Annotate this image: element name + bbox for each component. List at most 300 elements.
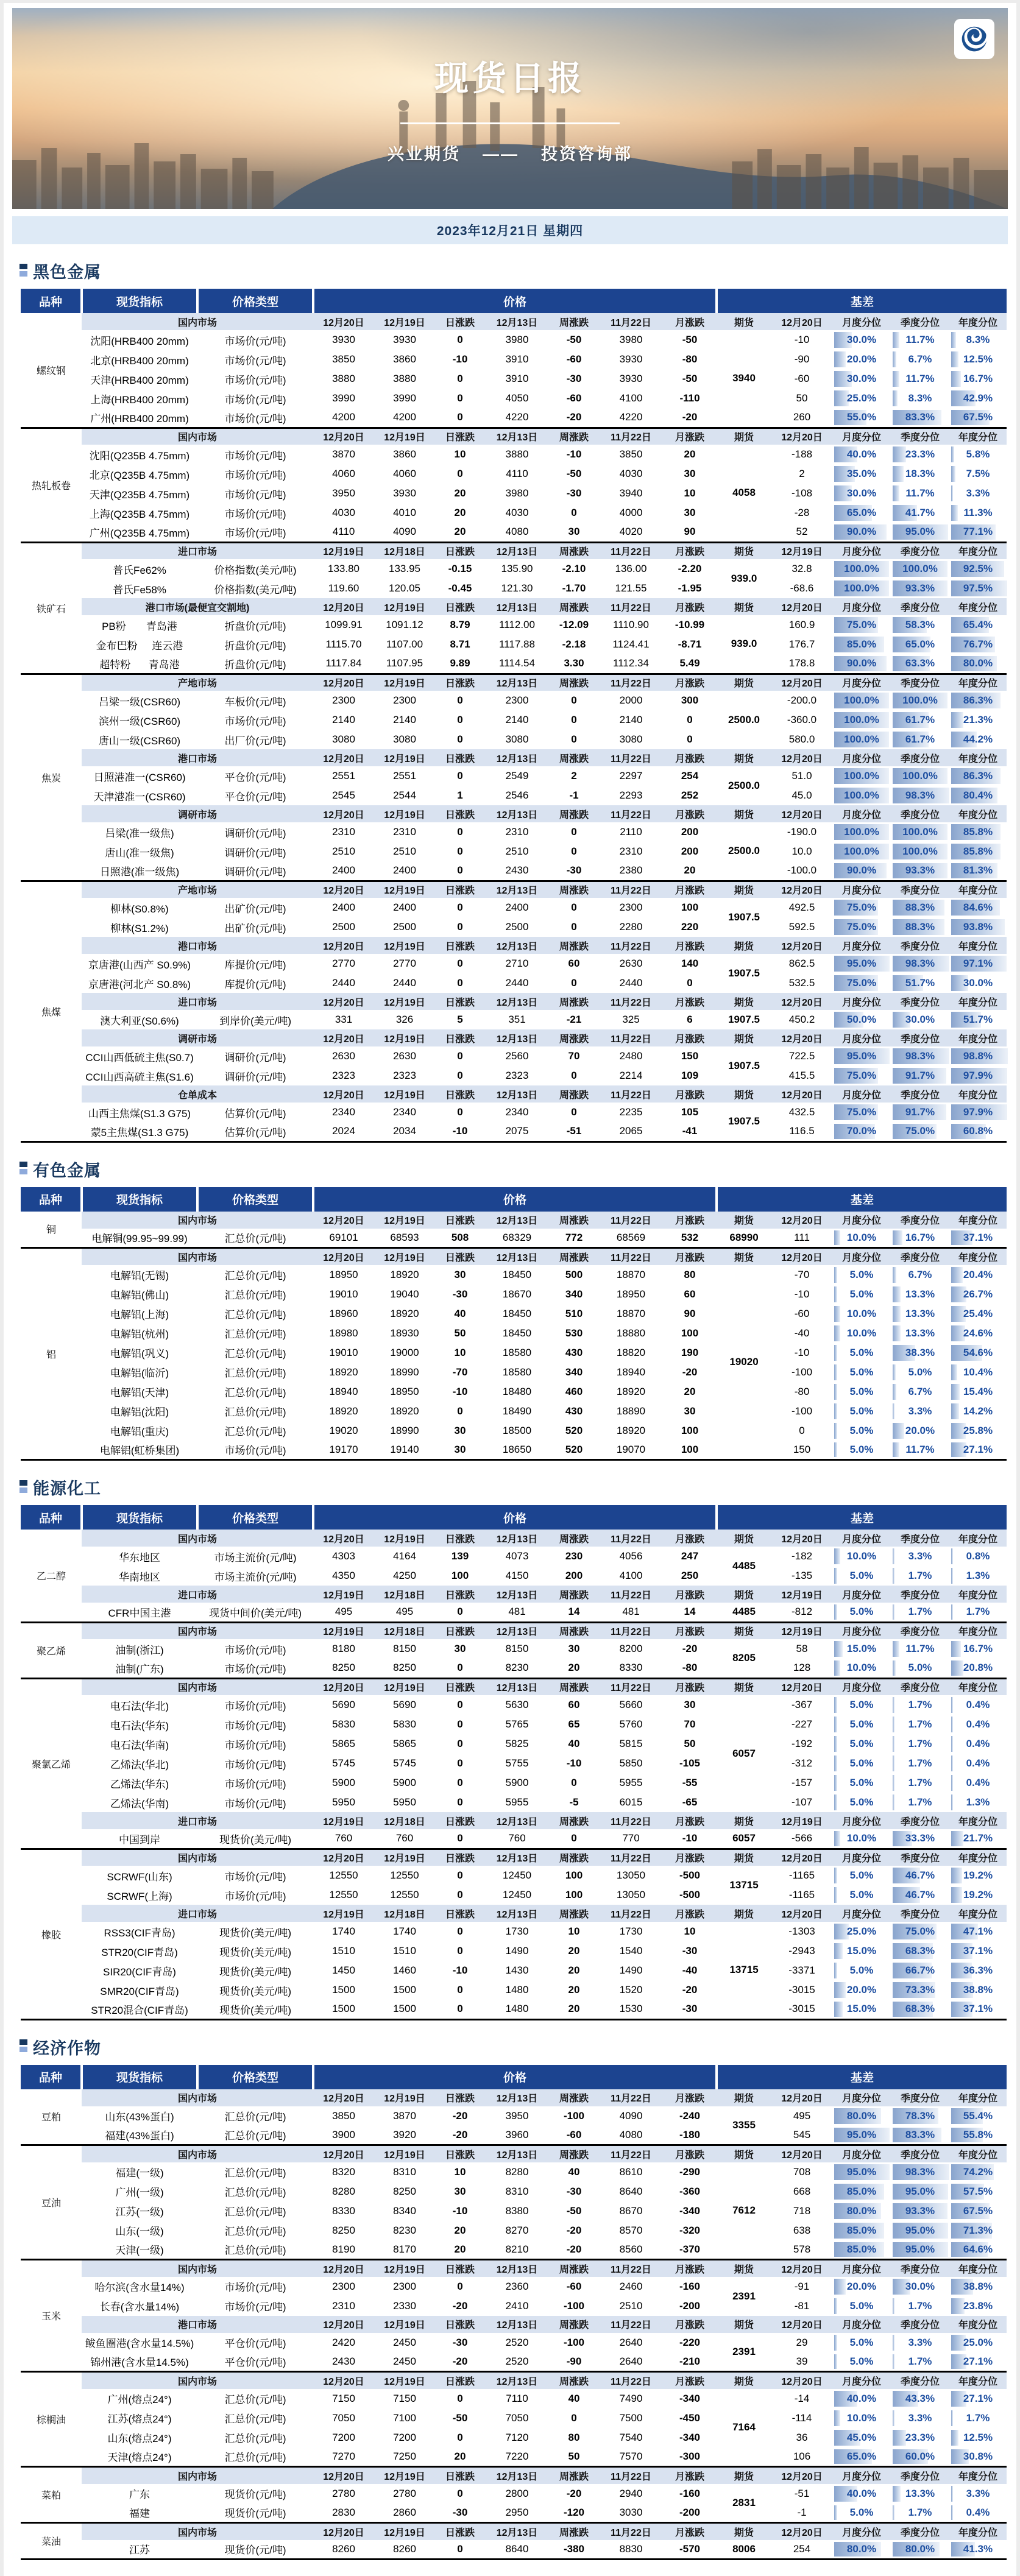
price-type-cell: 平仓价(元/吨) <box>197 786 313 805</box>
variety-cell: 螺纹钢 <box>21 313 82 428</box>
basis-cell: 722.5 <box>771 1046 832 1066</box>
basis-cell: -3371 <box>771 1961 832 1980</box>
futures-cell: 6057 <box>717 1829 771 1849</box>
price-cell: 2420 <box>313 2333 374 2352</box>
col-price: 价格 <box>313 289 717 313</box>
change-cell: 30 <box>549 1639 599 1659</box>
pct-year-header: 年度分位 <box>949 2316 1007 2333</box>
pct-month-header: 月度分位 <box>832 428 891 445</box>
basis-date-header: 12月20日 <box>771 1085 832 1103</box>
change-cell: 772 <box>549 1229 599 1248</box>
date-header: 月涨跌 <box>663 542 717 559</box>
price-cell: 1124.41 <box>599 635 663 654</box>
change-cell: -160 <box>663 2277 717 2296</box>
basis-cell: 32.8 <box>771 559 832 579</box>
table-row <box>21 822 1007 842</box>
col-basis: 基差 <box>717 289 1007 313</box>
price-cell: 4110 <box>313 523 374 542</box>
futures-header: 期货 <box>717 313 771 330</box>
table-row <box>21 691 1007 710</box>
date-header: 11月22日 <box>599 1905 663 1922</box>
percentile-bar <box>834 1548 840 1564</box>
change-cell: 430 <box>549 1402 599 1421</box>
price-cell: 18490 <box>485 1402 549 1421</box>
date-header: 12月19日 <box>374 805 435 822</box>
basis-cell: 638 <box>771 2221 832 2240</box>
percentile-cell: 61.7% <box>891 710 949 730</box>
price-cell: 4030 <box>599 464 663 484</box>
pct-year-header: 年度分位 <box>949 2260 1007 2277</box>
price-cell: 5865 <box>374 1734 435 1754</box>
change-cell: 247 <box>663 1547 717 1566</box>
percentile-cell: 5.0% <box>832 1793 891 1812</box>
price-cell: 7570 <box>599 2447 663 2467</box>
date-header: 周涨跌 <box>549 1678 599 1695</box>
date-header: 12月19日 <box>374 598 435 615</box>
date-header: 日涨跌 <box>435 1029 485 1046</box>
percentile-cell: 75.0% <box>832 1103 891 1122</box>
date-header: 12月13日 <box>485 1812 549 1829</box>
pct-quarter-header: 季度分位 <box>891 1622 949 1639</box>
price-cell: 4110 <box>485 464 549 484</box>
date-header: 11月22日 <box>599 2089 663 2106</box>
change-cell: 0 <box>435 1980 485 2000</box>
price-cell: 2440 <box>313 973 374 993</box>
percentile-cell: 75.0% <box>832 917 891 937</box>
change-cell: 0 <box>435 822 485 842</box>
price-cell: 12550 <box>313 1885 374 1905</box>
percentile-bar <box>834 1794 837 1810</box>
change-cell: 70 <box>663 1715 717 1734</box>
percentile-cell: 80.0% <box>832 2106 891 2126</box>
pct-year-header: 年度分位 <box>949 805 1007 822</box>
price-cell: 2140 <box>485 710 549 730</box>
percentile-cell: 15.0% <box>832 1639 891 1659</box>
percentile-cell: 81.3% <box>949 861 1007 881</box>
price-cell: 133.80 <box>313 559 374 579</box>
date-header: 12月19日 <box>374 1212 435 1229</box>
change-cell: 30 <box>663 503 717 523</box>
percentile-cell: 0.4% <box>949 1715 1007 1734</box>
price-cell: 12450 <box>485 1885 549 1905</box>
basis-cell: -100.0 <box>771 861 832 881</box>
change-cell: 0 <box>435 1659 485 1678</box>
indicator-cell: 超特粉 青岛港 <box>82 654 197 674</box>
change-cell: -10 <box>549 1754 599 1773</box>
price-type-cell: 平仓价(元/吨) <box>197 2352 313 2372</box>
date-header: 12月19日 <box>374 937 435 954</box>
percentile-cell: 30.0% <box>832 484 891 503</box>
price-type-cell: 市场价(元/吨) <box>197 1754 313 1773</box>
price-type-cell: 现货价(元/吨) <box>197 2484 313 2504</box>
price-type-cell: 市场价(元/吨) <box>197 369 313 389</box>
table-row <box>21 484 1007 503</box>
col-indicator: 现货指标 <box>82 2065 197 2089</box>
basis-cell: -107 <box>771 1793 832 1812</box>
price-type-cell: 估算价(元/吨) <box>197 1103 313 1122</box>
change-cell: 100 <box>663 1421 717 1441</box>
price-cell: 3920 <box>374 2126 435 2145</box>
futures-cell: 1907.5 <box>717 1010 771 1029</box>
percentile-bar <box>834 2335 837 2351</box>
pct-month-header: 月度分位 <box>832 1905 891 1922</box>
basis-date-header: 12月20日 <box>771 1212 832 1229</box>
percentile-cell: 19.2% <box>949 1866 1007 1885</box>
market-label: 国内市场 <box>82 1678 313 1695</box>
col-variety: 品种 <box>21 2065 82 2089</box>
date-header: 月涨跌 <box>663 749 717 766</box>
futures-header: 期货 <box>717 1812 771 1829</box>
pct-month-header: 月度分位 <box>832 1678 891 1695</box>
percentile-cell: 93.3% <box>891 579 949 598</box>
market-label: 国内市场 <box>82 428 313 445</box>
price-type-cell: 汇总价(元/吨) <box>197 2106 313 2126</box>
price-type-cell: 估算价(元/吨) <box>197 1122 313 1142</box>
basis-cell: 578 <box>771 2240 832 2260</box>
basis-cell: -192 <box>771 1734 832 1754</box>
variety-cell: 菜油 <box>21 2523 82 2560</box>
pct-quarter-header: 季度分位 <box>891 313 949 330</box>
change-cell: 30 <box>435 1265 485 1285</box>
date-header: 12月19日 <box>374 428 435 445</box>
change-cell: 0 <box>435 2000 485 2019</box>
date-header: 12月20日 <box>313 313 374 330</box>
price-type-cell: 折盘价(元/吨) <box>197 635 313 654</box>
price-cell: 8150 <box>485 1639 549 1659</box>
percentile-cell: 55.4% <box>949 2106 1007 2126</box>
price-cell: 2340 <box>374 1103 435 1122</box>
pct-quarter-header: 季度分位 <box>891 1905 949 1922</box>
price-cell: 1520 <box>599 1980 663 2000</box>
basis-cell: -135 <box>771 1566 832 1586</box>
percentile-cell: 100.0% <box>832 766 891 786</box>
change-cell: 0 <box>435 861 485 881</box>
indicator-cell: 中国到岸 <box>82 1829 197 1849</box>
percentile-bar <box>951 1568 953 1584</box>
percentile-bar <box>893 2505 894 2521</box>
percentile-bar <box>951 2486 953 2502</box>
price-cell: 5900 <box>485 1773 549 1793</box>
change-cell: -20 <box>663 1363 717 1382</box>
percentile-cell: 58.3% <box>891 615 949 635</box>
change-cell: -90 <box>549 2352 599 2372</box>
price-cell: 2323 <box>485 1066 549 1085</box>
indicator-cell: PB粉 青岛港 <box>82 615 197 635</box>
table-row <box>21 1754 1007 1773</box>
indicator-cell: 福建(43%蛋白) <box>82 2126 197 2145</box>
price-type-cell: 汇总价(元/吨) <box>197 1304 313 1324</box>
change-cell: -30 <box>663 1941 717 1961</box>
price-type-cell: 调研价(元/吨) <box>197 1066 313 1085</box>
price-cell: 2480 <box>599 1046 663 1066</box>
price-cell: 12550 <box>374 1885 435 1905</box>
percentile-bar <box>834 1943 843 1959</box>
variety-cell: 玉米 <box>21 2260 82 2372</box>
price-cell: 770 <box>599 1829 663 1849</box>
price-cell: 120.05 <box>374 579 435 598</box>
indicator-cell: 福建 <box>82 2504 197 2523</box>
indicator-cell: 日照港(准一级焦) <box>82 861 197 881</box>
table-row <box>21 730 1007 749</box>
basis-date-header: 12月20日 <box>771 1905 832 1922</box>
basis-cell: 178.8 <box>771 654 832 674</box>
change-cell: 10 <box>435 2162 485 2182</box>
price-cell: 760 <box>313 1829 374 1849</box>
futures-cell: 2500.0 <box>717 691 771 749</box>
date-header: 月涨跌 <box>663 1029 717 1046</box>
indicator-cell: RSS3(CIF青岛) <box>82 1922 197 1941</box>
futures-header: 期货 <box>717 805 771 822</box>
percentile-bar <box>834 1568 837 1584</box>
date-header: 12月19日 <box>374 993 435 1010</box>
indicator-cell: 山东(43%蛋白) <box>82 2106 197 2126</box>
table-row <box>21 350 1007 369</box>
percentile-bar <box>893 1267 896 1283</box>
price-cell: 8280 <box>485 2162 549 2182</box>
change-cell: 14 <box>663 1603 717 1622</box>
price-cell: 18450 <box>485 1324 549 1343</box>
basis-cell: -182 <box>771 1547 832 1566</box>
change-cell: 20 <box>663 1382 717 1402</box>
price-cell: 4350 <box>313 1566 374 1586</box>
date-header: 11月22日 <box>599 542 663 559</box>
futures-header: 期货 <box>717 2467 771 2484</box>
percentile-cell: 5.0% <box>832 2296 891 2316</box>
percentile-bar <box>893 1641 899 1657</box>
table-row <box>21 408 1007 428</box>
percentile-bar <box>834 1604 837 1620</box>
price-cell: 4220 <box>599 408 663 428</box>
futures-header: 期货 <box>717 937 771 954</box>
price-cell: 1099.91 <box>313 615 374 635</box>
pct-year-header: 年度分位 <box>949 2145 1007 2162</box>
price-cell: 4090 <box>599 2106 663 2126</box>
price-type-cell: 库提价(元/吨) <box>197 954 313 973</box>
change-cell: -5 <box>549 1793 599 1812</box>
change-cell: -180 <box>663 2126 717 2145</box>
change-cell: 30 <box>435 1421 485 1441</box>
subtable-header-row <box>21 2467 1007 2484</box>
percentile-cell: 16.7% <box>949 1639 1007 1659</box>
change-cell: 50 <box>549 2447 599 2467</box>
price-cell: 1480 <box>485 1980 549 2000</box>
price-cell: 8380 <box>485 2201 549 2221</box>
price-cell: 1112.34 <box>599 654 663 674</box>
percentile-cell: 10.4% <box>949 1363 1007 1382</box>
change-cell: 300 <box>663 691 717 710</box>
subtable-header-row <box>21 1586 1007 1603</box>
percentile-cell: 5.0% <box>832 1603 891 1622</box>
price-type-cell: 到岸价(美元/吨) <box>197 1010 313 1029</box>
price-cell: 2770 <box>374 954 435 973</box>
indicator-cell: 澳大利亚(S0.6%) <box>82 1010 197 1029</box>
date-header: 日涨跌 <box>435 1622 485 1639</box>
pct-year-header: 年度分位 <box>949 1849 1007 1866</box>
date-header: 12月13日 <box>485 1530 549 1547</box>
table-row <box>21 559 1007 579</box>
change-cell: -50 <box>663 369 717 389</box>
date-header: 月涨跌 <box>663 937 717 954</box>
change-cell: -570 <box>663 2540 717 2560</box>
percentile-bar <box>951 466 955 482</box>
date-header: 12月20日 <box>313 2372 374 2389</box>
change-cell: 150 <box>663 1046 717 1066</box>
change-cell: 0 <box>435 1941 485 1961</box>
indicator-cell: 电解铝(杭州) <box>82 1324 197 1343</box>
price-cell: 2830 <box>313 2504 374 2523</box>
change-cell: 60 <box>549 954 599 973</box>
basis-cell: -360.0 <box>771 710 832 730</box>
indicator-cell: 电石法(华北) <box>82 1695 197 1715</box>
date-header: 周涨跌 <box>549 1586 599 1603</box>
date-header: 月涨跌 <box>663 2467 717 2484</box>
price-cell: 2544 <box>374 786 435 805</box>
price-cell: 2800 <box>485 2484 549 2504</box>
pct-year-header: 年度分位 <box>949 2523 1007 2540</box>
col-basis: 基差 <box>717 1187 1007 1212</box>
percentile-bar <box>893 1660 896 1676</box>
date-header: 11月22日 <box>599 2372 663 2389</box>
date-bar: 2023年12月21日 星期四 <box>12 216 1008 244</box>
date-header: 周涨跌 <box>549 937 599 954</box>
pct-quarter-header: 季度分位 <box>891 749 949 766</box>
pct-year-header: 年度分位 <box>949 1085 1007 1103</box>
pct-year-header: 年度分位 <box>949 1248 1007 1265</box>
price-cell: 5955 <box>599 1773 663 1793</box>
table-row <box>21 1885 1007 1905</box>
percentile-cell: 25.0% <box>949 2333 1007 2352</box>
indicator-cell: 乙烯法(华东) <box>82 1773 197 1793</box>
date-header: 周涨跌 <box>549 1212 599 1229</box>
futures-header: 期货 <box>717 542 771 559</box>
pct-year-header: 年度分位 <box>949 1622 1007 1639</box>
change-cell: 20 <box>435 503 485 523</box>
price-type-cell: 现货价(美元/吨) <box>197 1961 313 1980</box>
price-cell: 7200 <box>313 2428 374 2447</box>
table-row <box>21 1734 1007 1754</box>
indicator-cell: 乙烯法(华南) <box>82 1793 197 1812</box>
percentile-bar <box>893 390 898 406</box>
percentile-cell: 3.3% <box>891 2333 949 2352</box>
date-header: 12月20日 <box>313 749 374 766</box>
variety-cell: 乙二醇 <box>21 1530 82 1622</box>
price-cell: 2300 <box>313 691 374 710</box>
date-header: 周涨跌 <box>549 749 599 766</box>
percentile-bar <box>951 1775 953 1791</box>
price-cell: 18920 <box>599 1382 663 1402</box>
pct-year-header: 年度分位 <box>949 1586 1007 1603</box>
price-cell: 2024 <box>313 1122 374 1142</box>
indicator-cell: 日照港准一(CSR60) <box>82 766 197 786</box>
percentile-bar <box>834 1982 846 1998</box>
price-type-cell: 汇总价(元/吨) <box>197 1285 313 1304</box>
basis-cell: -1165 <box>771 1885 832 1905</box>
percentile-bar <box>834 1660 840 1676</box>
indicator-cell: 江苏(熔点24°) <box>82 2408 197 2428</box>
percentile-cell: 65.4% <box>949 615 1007 635</box>
price-cell: 5760 <box>599 1715 663 1734</box>
basis-cell: -10 <box>771 1285 832 1304</box>
percentile-bar <box>951 1887 962 1903</box>
price-cell: 1117.88 <box>485 635 549 654</box>
date-header: 周涨跌 <box>549 1812 599 1829</box>
price-cell: 8610 <box>599 2162 663 2182</box>
change-cell: 0 <box>549 917 599 937</box>
subtable-header-row <box>21 993 1007 1010</box>
basis-date-header: 12月20日 <box>771 2260 832 2277</box>
futures-cell: 8006 <box>717 2540 771 2560</box>
change-cell: 100 <box>663 1441 717 1460</box>
market-label: 调研市场 <box>82 805 313 822</box>
price-cell: 3930 <box>599 369 663 389</box>
basis-cell: 111 <box>771 1229 832 1248</box>
pct-month-header: 月度分位 <box>832 937 891 954</box>
percentile-cell: 98.3% <box>891 786 949 805</box>
price-cell: 7050 <box>313 2408 374 2428</box>
change-cell: -105 <box>663 1754 717 1773</box>
change-cell: 340 <box>549 1285 599 1304</box>
date-header: 日涨跌 <box>435 2089 485 2106</box>
percentile-bar <box>834 1442 837 1458</box>
date-header: 周涨跌 <box>549 2260 599 2277</box>
price-type-cell: 调研价(元/吨) <box>197 822 313 842</box>
percentile-cell: 1.7% <box>891 2296 949 2316</box>
price-cell: 2300 <box>374 691 435 710</box>
percentile-cell: 3.3% <box>891 1547 949 1566</box>
price-cell: 2546 <box>485 786 549 805</box>
percentile-cell: 5.0% <box>832 1421 891 1441</box>
percentile-bar <box>834 1831 840 1846</box>
futures-header: 期货 <box>717 1248 771 1265</box>
price-cell: 1510 <box>313 1941 374 1961</box>
table-row <box>21 786 1007 805</box>
change-cell: 0 <box>435 842 485 861</box>
date-header: 11月22日 <box>599 1212 663 1229</box>
indicator-cell: 京唐港(山西产 S0.9%) <box>82 954 197 973</box>
price-type-cell: 汇总价(元/吨) <box>197 1382 313 1402</box>
percentile-cell: 3.3% <box>891 1402 949 1421</box>
change-cell: 0 <box>435 2428 485 2447</box>
col-indicator: 现货指标 <box>82 1187 197 1212</box>
percentile-cell: 51.7% <box>949 1010 1007 1029</box>
percentile-bar <box>834 2279 846 2295</box>
subtable-header-row <box>21 805 1007 822</box>
table-row <box>21 954 1007 973</box>
percentile-cell: 100.0% <box>891 842 949 861</box>
date-header: 12月13日 <box>485 881 549 898</box>
percentile-cell: 13.3% <box>891 2484 949 2504</box>
price-cell: 2520 <box>485 2352 549 2372</box>
market-label: 国内市场 <box>82 1849 313 1866</box>
date-header: 12月20日 <box>313 1029 374 1046</box>
change-cell: -10 <box>435 2201 485 2221</box>
price-cell: 2450 <box>374 2352 435 2372</box>
percentile-bar <box>951 1831 963 1846</box>
indicator-cell: 柳林(S1.2%) <box>82 917 197 937</box>
pct-quarter-header: 季度分位 <box>891 2145 949 2162</box>
change-cell: 109 <box>663 1066 717 1085</box>
table-row <box>21 1566 1007 1586</box>
basis-cell: 50 <box>771 389 832 408</box>
price-cell: 7150 <box>313 2389 374 2408</box>
price-cell: 1115.70 <box>313 635 374 654</box>
pct-quarter-header: 季度分位 <box>891 1586 949 1603</box>
futures-header: 期货 <box>717 2145 771 2162</box>
percentile-bar <box>951 2430 958 2446</box>
price-cell: 18930 <box>374 1324 435 1343</box>
market-label: 港口市场 <box>82 937 313 954</box>
market-label: 进口市场 <box>82 993 313 1010</box>
